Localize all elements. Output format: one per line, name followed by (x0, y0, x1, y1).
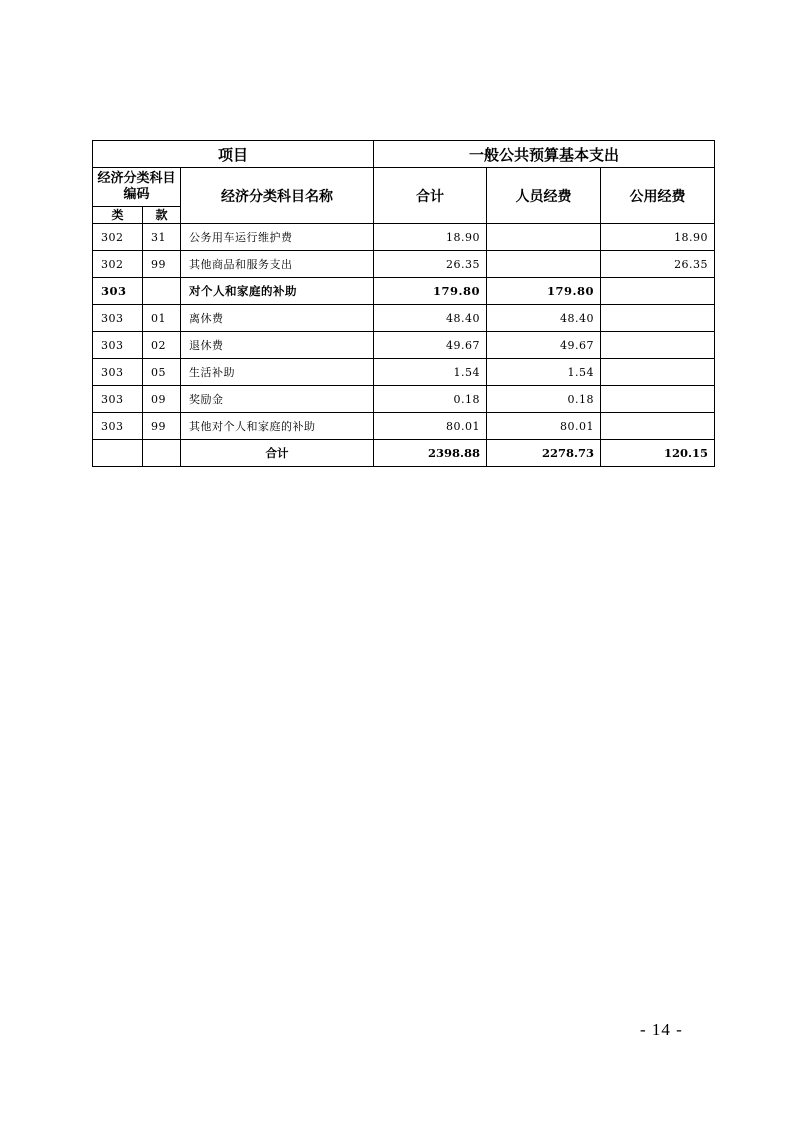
public-cell: 26.35 (601, 251, 715, 278)
totals-label: 合计 (181, 440, 374, 467)
code-class-cell: 303 (93, 332, 143, 359)
personnel-cell (487, 251, 601, 278)
code-header: 经济分类科目编码 (93, 168, 181, 207)
table-row (93, 305, 715, 332)
table-row (93, 413, 715, 440)
code-item-cell: 09 (143, 386, 181, 413)
page-number: - 14 - (640, 1020, 683, 1039)
table-row (93, 224, 715, 251)
code-class-cell: 303 (93, 359, 143, 386)
table-row (93, 251, 715, 278)
item-name-cell: 公务用车运行维护费 (181, 224, 374, 251)
code-item-cell: 99 (143, 413, 181, 440)
code-item-header: 款 (143, 207, 181, 224)
public-cell (601, 413, 715, 440)
personnel-cell: 48.40 (487, 305, 601, 332)
header-row-middle (93, 168, 715, 207)
code-item-cell: 99 (143, 251, 181, 278)
total-cell: 1.54 (374, 359, 487, 386)
code-item-cell: 02 (143, 332, 181, 359)
project-header: 项目 (93, 141, 374, 168)
public-header: 公用经费 (601, 168, 715, 224)
personnel-header: 人员经费 (487, 168, 601, 224)
public-cell (601, 278, 715, 305)
personnel-cell: 0.18 (487, 386, 601, 413)
code-class-cell: 303 (93, 278, 143, 305)
public-cell (601, 386, 715, 413)
budget-header: 一般公共预算基本支出 (374, 141, 715, 168)
budget-expenditure-table-container (92, 140, 714, 467)
totals-code-class-cell (93, 440, 143, 467)
totals-code-item-cell (143, 440, 181, 467)
item-name-cell: 其他商品和服务支出 (181, 251, 374, 278)
totals-personnel-cell: 2278.73 (487, 440, 601, 467)
personnel-cell: 1.54 (487, 359, 601, 386)
code-class-header: 类 (93, 207, 143, 224)
name-header: 经济分类科目名称 (181, 168, 374, 224)
personnel-cell: 49.67 (487, 332, 601, 359)
totals-total-cell: 2398.88 (374, 440, 487, 467)
total-cell: 0.18 (374, 386, 487, 413)
header-row-top (93, 141, 715, 168)
code-class-cell: 302 (93, 251, 143, 278)
table-row (93, 278, 715, 305)
totals-row (93, 440, 715, 467)
table-row (93, 386, 715, 413)
table-row (93, 359, 715, 386)
total-cell: 49.67 (374, 332, 487, 359)
public-cell: 18.90 (601, 224, 715, 251)
item-name-cell: 奖励金 (181, 386, 374, 413)
code-item-cell: 31 (143, 224, 181, 251)
personnel-cell (487, 224, 601, 251)
total-cell: 26.35 (374, 251, 487, 278)
personnel-cell: 179.80 (487, 278, 601, 305)
total-cell: 48.40 (374, 305, 487, 332)
total-header: 合计 (374, 168, 487, 224)
code-item-cell (143, 278, 181, 305)
total-cell: 80.01 (374, 413, 487, 440)
public-cell (601, 305, 715, 332)
public-cell (601, 359, 715, 386)
item-name-cell: 生活补助 (181, 359, 374, 386)
personnel-cell: 80.01 (487, 413, 601, 440)
code-item-cell: 01 (143, 305, 181, 332)
code-item-cell: 05 (143, 359, 181, 386)
item-name-cell: 退休费 (181, 332, 374, 359)
item-name-cell: 离休费 (181, 305, 374, 332)
item-name-cell: 其他对个人和家庭的补助 (181, 413, 374, 440)
code-class-cell: 303 (93, 386, 143, 413)
table-row (93, 332, 715, 359)
item-name-cell: 对个人和家庭的补助 (181, 278, 374, 305)
total-cell: 18.90 (374, 224, 487, 251)
code-class-cell: 302 (93, 224, 143, 251)
total-cell: 179.80 (374, 278, 487, 305)
code-class-cell: 303 (93, 413, 143, 440)
code-class-cell: 303 (93, 305, 143, 332)
budget-expenditure-table (92, 140, 715, 467)
totals-public-cell: 120.15 (601, 440, 715, 467)
public-cell (601, 332, 715, 359)
table-body (93, 224, 715, 440)
